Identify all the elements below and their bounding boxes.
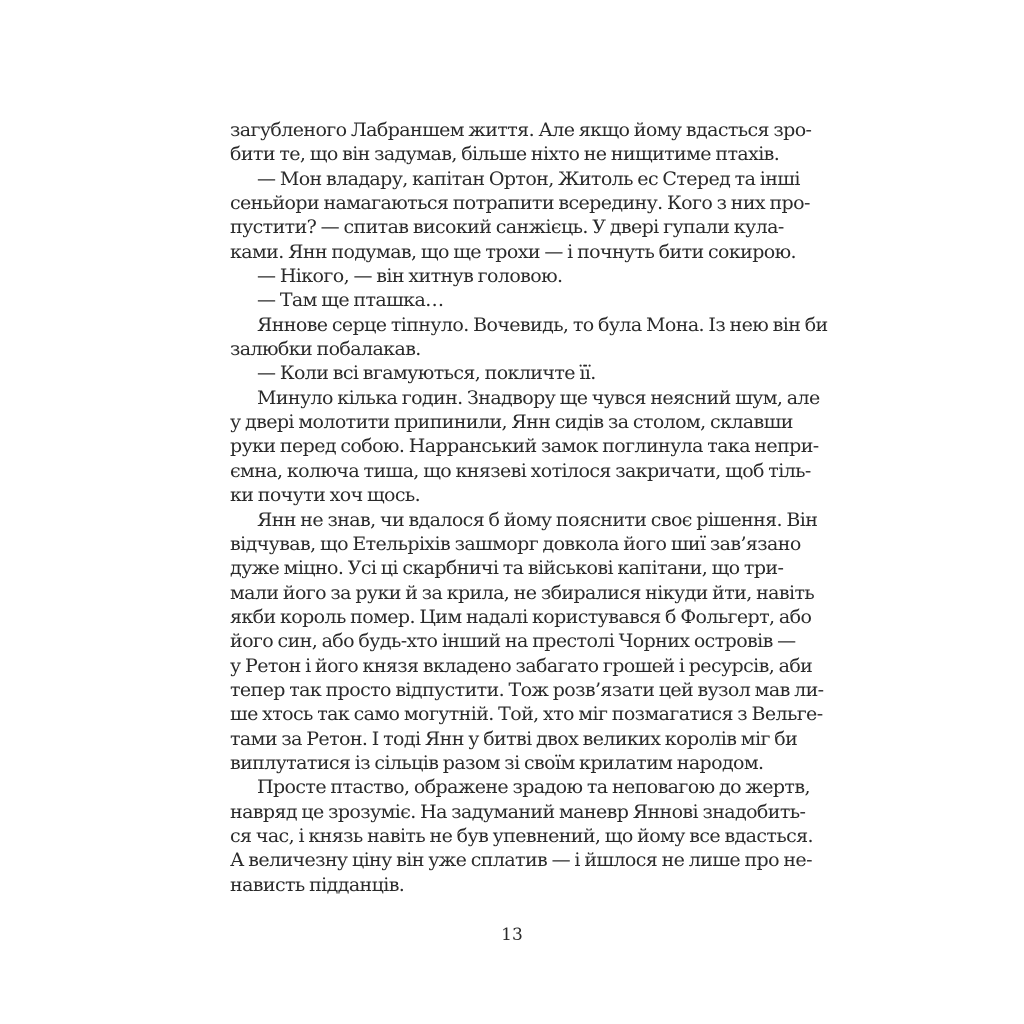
text-line: сеньйори намагаються потрапити всередину. Кого з них про- — [230, 192, 810, 215]
text-line: Янн не знав, чи вдалося б йому пояснити своє рішення. Він — [257, 508, 818, 531]
text-line: дуже міцно. Усі ці скарбничі та військові капітани, що три- — [230, 557, 784, 580]
text-line: ся час, і князь навіть не був упевнений, що йому все вдасться. — [230, 824, 813, 847]
text-line: його син, або будь-хто інший на престолі Чорних островів — — [230, 630, 796, 653]
text-line: — Мон владару, капітан Ортон, Житоль ес Стеред та інші — [257, 167, 800, 190]
text-line: — Нікого, — він хитнув головою. — [257, 265, 563, 288]
text-line: нависть підданців. — [230, 873, 405, 896]
text-line: ки почути хоч щось. — [230, 484, 421, 507]
text-line: ше хтось так само могутній. Той, хто міг позмагатися з Вельге- — [230, 703, 823, 726]
text-line: А величезну ціну він уже сплатив — і йшлося не лише про не- — [230, 849, 812, 872]
text-line: Минуло кілька годин. Знадвору ще чувся неясний шум, але — [257, 386, 820, 409]
text-line: ємна, колюча тиша, що князеві хотілося закричати, щоб тіль- — [230, 459, 811, 482]
text-line: навряд це зрозуміє. На задуманий маневр Яннові знадобить- — [230, 800, 806, 823]
text-line: руки перед собою. Нарранський замок поглинула така непри- — [230, 435, 819, 458]
text-line: пустити? — спитав високий санжієць. У двері гупали кула- — [230, 216, 784, 239]
text-line: — Там ще пташка… — [257, 289, 444, 312]
text-line: відчував, що Етельріхів зашморг довкола його шиї зав’язано — [230, 532, 801, 555]
text-line: загубленого Лабраншем життя. Але якщо йому вдасться зро- — [230, 119, 812, 141]
text-line: Просте птаство, ображене зрадою та неповагою до жертв, — [257, 776, 810, 799]
text-line: виплутатися із сільців разом зі своїм крилатим народом. — [230, 751, 764, 774]
text-line: Яннове серце тіпнуло. Вочевидь, то була Мона. Із нею він би — [257, 313, 828, 336]
text-line: — Коли всі вгамуються, покличте її. — [257, 362, 596, 385]
text-line: у Ретон і його князя вкладено забагато грошей і ресурсів, аби — [230, 654, 813, 677]
book-page-text — [230, 118, 828, 897]
text-line: мали його за руки й за крила, не збиралися нікуди йти, навіть — [230, 581, 815, 604]
text-line: ками. Янн подумав, що ще трохи — і почнуть бити сокирою. — [230, 240, 796, 263]
text-line: бити те, що він задумав, більше ніхто не нищитиме птахів. — [230, 143, 780, 166]
text-line: тепер так просто відпустити. Тож розв’язати цей вузол мав ли- — [230, 678, 824, 701]
text-line: у двері молотити припинили, Янн сидів за столом, склавши — [230, 411, 793, 434]
page-number: 13 — [501, 925, 523, 945]
text-line: залюбки побалакав. — [230, 338, 421, 361]
text-line: тами за Ретон. І тоді Янн у битві двох великих королів міг би — [230, 727, 798, 750]
text-line: якби король помер. Цим надалі користувався б Фольгерт, або — [230, 605, 812, 628]
